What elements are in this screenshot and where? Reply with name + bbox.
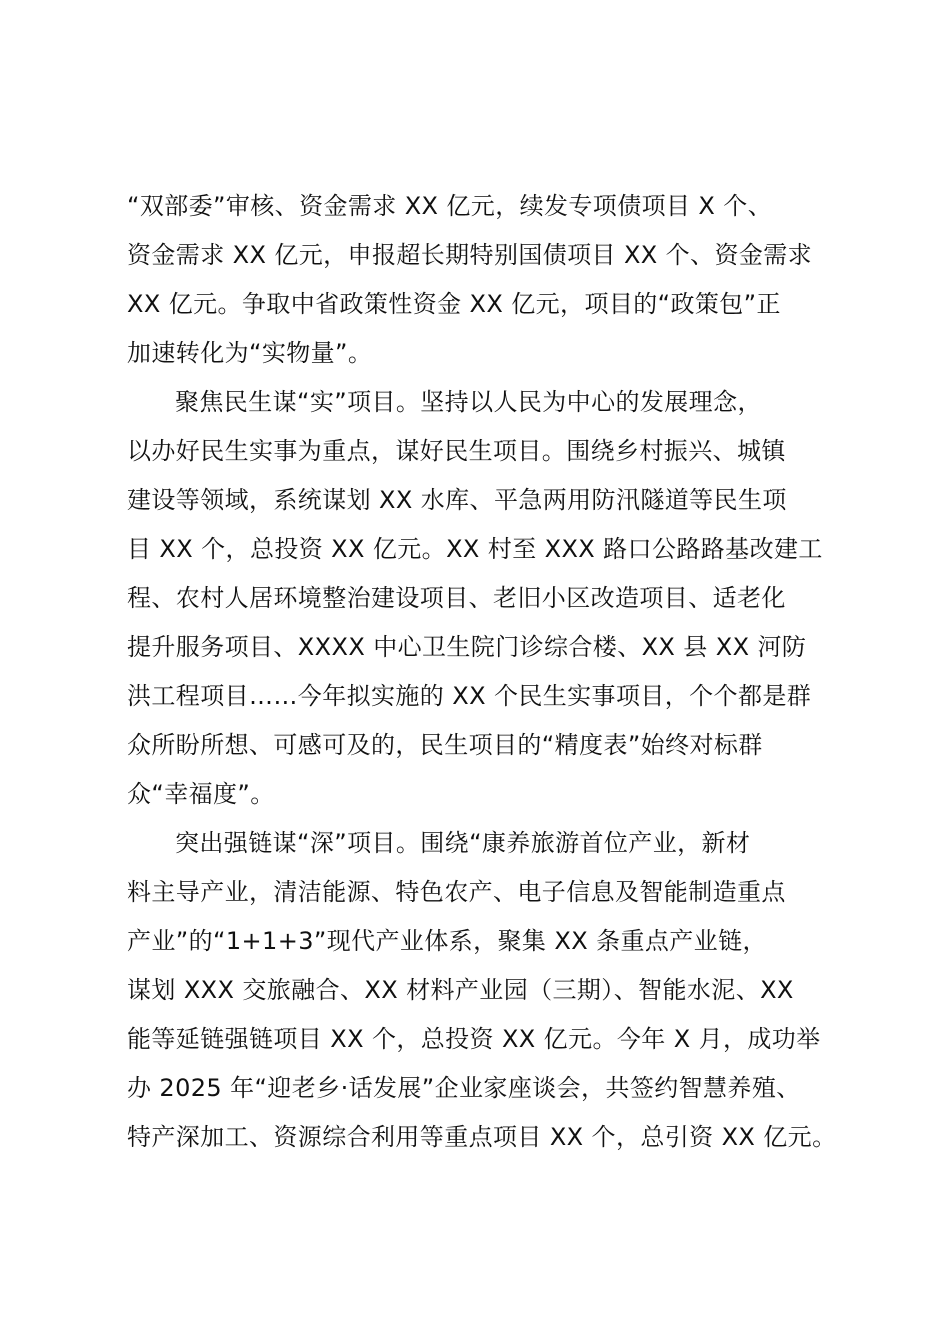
paragraph-heading-line: 突出强链谋“深”项目。围绕“康养旅游首位产业，新材 [175, 829, 751, 857]
text-line: 特产深加工、资源综合利用等重点项目 XX 个，总引资 XX 亿元。 [127, 1123, 837, 1151]
text-line: 加速转化为“实物量”。 [127, 339, 373, 367]
text-line: 资金需求 XX 亿元，申报超长期特别国债项目 XX 个、资金需求 [127, 241, 813, 269]
text-line: 目 XX 个，总投资 XX 亿元。XX 村至 XXX 路口公路路基改建工 [127, 535, 823, 563]
text-line: 提升服务项目、XXXX 中心卫生院门诊综合楼、XX 县 XX 河防 [127, 633, 807, 661]
text-line: 办 2025 年“迎老乡·话发展”企业家座谈会，共签约智慧养殖、 [127, 1074, 801, 1102]
text-line: 众“幸福度”。 [127, 780, 275, 808]
text-line: 建设等领域，系统谋划 XX 水库、平急两用防汛隧道等民生项 [127, 486, 787, 514]
text-line: 以办好民生实事为重点，谋好民生项目。围绕乡村振兴、城镇 [127, 437, 786, 465]
text-line: 程、农村人居环境整治建设项目、老旧小区改造项目、适老化 [127, 584, 786, 612]
text-line: 料主导产业，清洁能源、特色农产、电子信息及智能制造重点 [127, 878, 786, 906]
text-line: 能等延链强链项目 XX 个，总投资 XX 亿元。今年 X 月，成功举 [127, 1025, 821, 1053]
paragraph-heading-line: 聚焦民生谋“实”项目。坚持以人民为中心的发展理念， [175, 388, 762, 416]
text-line: XX 亿元。争取中省政策性资金 XX 亿元，项目的“政策包”正 [127, 290, 781, 318]
text-line: 产业”的“1+1+3”现代产业体系，聚集 XX 条重点产业链， [127, 927, 767, 955]
text-line: 洪工程项目……今年拟实施的 XX 个民生实事项目，个个都是群 [127, 682, 812, 710]
text-line: 谋划 XXX 交旅融合、XX 材料产业园（三期）、智能水泥、XX [127, 976, 794, 1004]
text-line: 众所盼所想、可感可及的，民生项目的“精度表”始终对标群 [127, 731, 763, 759]
text-line: “双部委”审核、资金需求 XX 亿元，续发专项债项目 X 个、 [127, 192, 773, 220]
